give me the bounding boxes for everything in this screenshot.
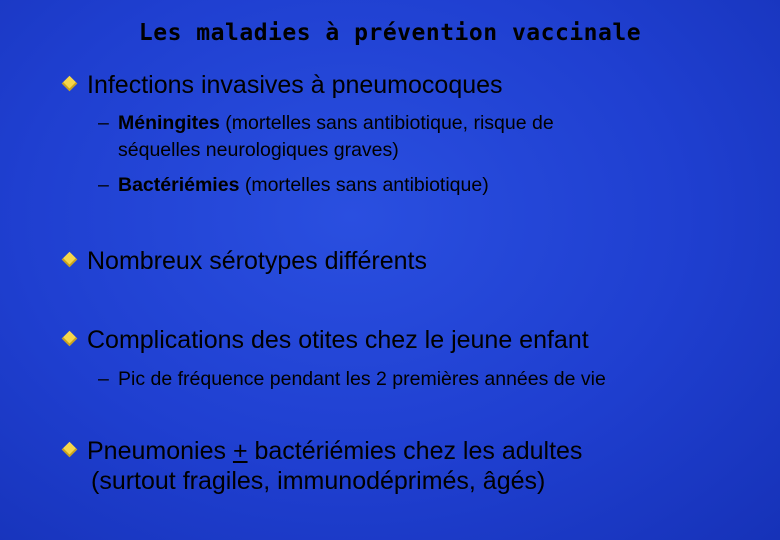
diamond-bullet-icon bbox=[62, 252, 78, 268]
bullet-text-a: Pneumonies bbox=[87, 437, 233, 465]
diamond-bullet-icon bbox=[62, 442, 78, 458]
slide-title: Les maladies à prévention vaccinale bbox=[138, 20, 642, 46]
bullet-text: Infections invasives à pneumocoques bbox=[87, 71, 503, 99]
bullet-4 bbox=[64, 436, 582, 496]
bullet-1 bbox=[64, 70, 503, 100]
bullet-3 bbox=[64, 325, 589, 355]
sub-item-bold: Méningites bbox=[118, 112, 220, 134]
dash-marker: – bbox=[98, 112, 109, 134]
diamond-bullet-icon bbox=[62, 331, 78, 347]
sub-item-bacteriemies bbox=[98, 172, 489, 199]
sub-item-continuation: séquelles neurologiques graves) bbox=[118, 139, 399, 161]
sub-item-pic bbox=[98, 366, 606, 393]
sub-item-text: (mortelles sans antibiotique) bbox=[239, 174, 489, 196]
bullet-text: Complications des otites chez le jeune enfant bbox=[87, 326, 589, 354]
plus-underlined: + bbox=[232, 437, 248, 465]
diamond-bullet-icon bbox=[62, 76, 78, 92]
bullet-text-b: bactériémies chez les adultes bbox=[247, 437, 583, 465]
bullet-2 bbox=[64, 246, 427, 276]
dash-marker: – bbox=[98, 368, 109, 390]
bullet-text: Nombreux sérotypes différents bbox=[87, 247, 427, 275]
bullet-continuation: (surtout fragiles, immunodéprimés, âgés) bbox=[91, 467, 546, 495]
sub-item-meningites bbox=[98, 110, 554, 164]
dash-marker: – bbox=[98, 174, 109, 196]
sub-item-text: (mortelles sans antibiotique, risque de bbox=[219, 112, 554, 134]
sub-item-text: Pic de fréquence pendant les 2 premières années de vie bbox=[118, 368, 606, 390]
sub-item-bold: Bactériémies bbox=[118, 174, 240, 196]
